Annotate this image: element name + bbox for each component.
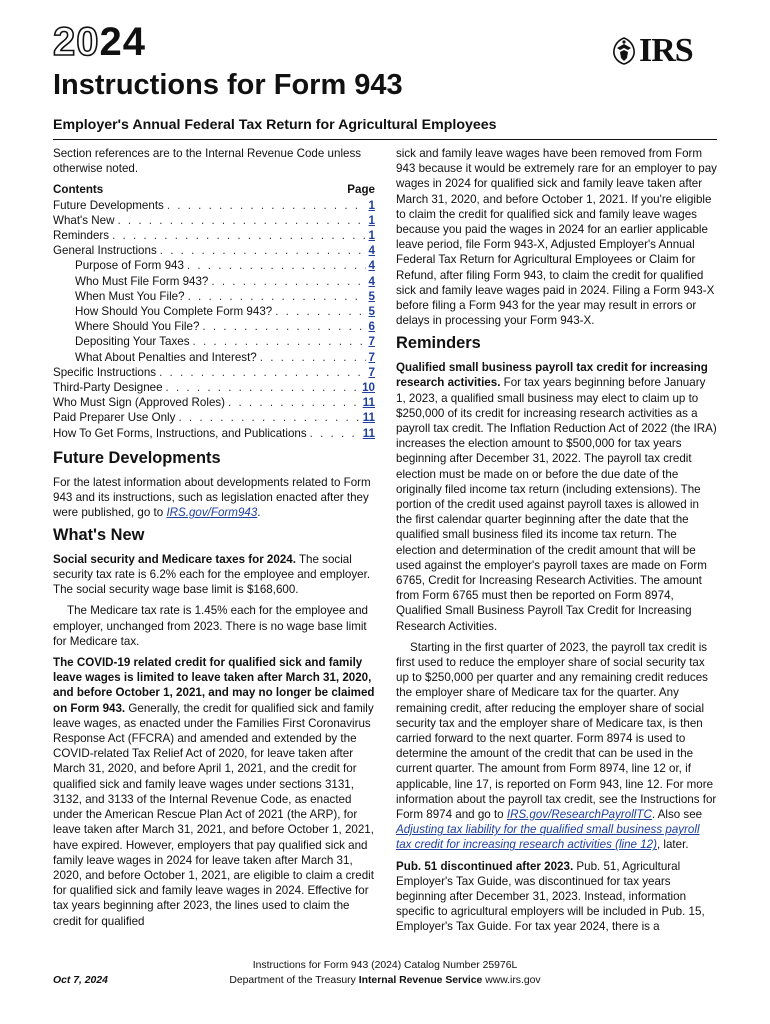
page-title: Instructions for Form 943	[53, 69, 403, 101]
toc-item-paid-preparer[interactable]: Paid Preparer Use Only . . . 11	[53, 410, 375, 425]
toc-item-who-must-file[interactable]: Who Must File Form 943? . . . 4	[53, 274, 375, 289]
left-column	[53, 146, 375, 935]
toc-item-when-file[interactable]: When Must You File? . . . 5	[53, 289, 375, 304]
future-developments-heading: Future Developments	[53, 448, 221, 467]
research-payroll-link[interactable]: IRS.gov/ResearchPayrollTC	[506, 808, 652, 822]
irs-logo	[611, 34, 693, 68]
toc-header	[53, 182, 375, 197]
eagle-icon	[611, 36, 637, 66]
form943-link[interactable]: IRS.gov/Form943	[166, 505, 258, 519]
footer-catalog: Instructions for Form 943 (2024) Catalog Number 25976L	[252, 960, 518, 971]
whats-new-p2: The Medicare tax rate is 1.45% each for the employee and employer, unchanged from 2023. There is no wage base limit for Medicare tax.	[53, 604, 368, 648]
toc-item-future-developments[interactable]: Future Developments . . . 1	[53, 198, 375, 213]
toc-item-penalties[interactable]: What About Penalties and Interest? . . . 7	[53, 350, 375, 365]
toc-item-where-file[interactable]: Where Should You File? . . . 6	[53, 319, 375, 334]
toc-item-depositing[interactable]: Depositing Your Taxes . . . 7	[53, 334, 375, 349]
toc-item-purpose[interactable]: Purpose of Form 943 . . . 4	[53, 258, 375, 273]
reminder-p3: Pub. 51 discontinued after 2023. Pub. 51, Agricultural Employer's Tax Guide, was discontinued for tax years beginning after December 31, 2023. Instead, information specific to agricultural employers will be included in Pub. 15, Employer's Tax Guide. For tax year 2024, there is a	[396, 859, 705, 934]
footer-agency: Department of the Treasury Internal Revenue Service www.irs.gov	[229, 975, 541, 986]
reminder-p2: Starting in the first quarter of 2023, the payroll tax credit is first used to reduce the employer share of social security tax up to $250,000 per quarter and any remaining credit reduces the employer share of Medicare tax for the quarter. Any remaining credit, after reducing the employer share of social security tax and the employer share of Medicare tax, is then carried forward to the next quarter. Form 8974 is used to determine the amount of the credit that can be used in the current quarter. The amount from Form 8974, line 12 or, if applicable, line 17, is reported on Form 943, line 12. For more information about the payroll tax credit, see the Instructions for Form 8974 and go to IRS.gov/ResearchPayrollTC. Also see Adjusting tax liability for the qualified small business payroll tax credit for increasing research activities (line 12), later.	[396, 640, 717, 852]
toc-item-third-party[interactable]: Third-Party Designee . . . 10	[53, 380, 375, 395]
subtitle-rule	[53, 139, 717, 140]
intro-text: Section references are to the Internal Revenue Code unless otherwise noted.	[53, 147, 362, 176]
toc-item-who-must-sign[interactable]: Who Must Sign (Approved Roles) . . . 11	[53, 395, 375, 410]
footer-date: Oct 7, 2024	[53, 975, 108, 986]
toc-item-whats-new[interactable]: What's New . . . 1	[53, 213, 375, 228]
whats-new-heading: What's New	[53, 526, 145, 545]
page-subtitle: Employer's Annual Federal Tax Return for Agricultural Employees	[53, 117, 497, 133]
toc-heading: Contents	[53, 183, 104, 197]
toc-item-specific-instructions[interactable]: Specific Instructions . . . 7	[53, 365, 375, 380]
adjusting-tax-liability-link[interactable]: Adjusting tax liability for the qualified small business payroll tax credit for increasing research activities (line 12)	[396, 823, 700, 852]
future-developments-text: For the latest information about developments related to Form 943 and its instructions, such as legislation enacted after they were published, go to IRS.gov/Form943.	[53, 475, 371, 519]
toc-item-reminders[interactable]: Reminders . . . 1	[53, 228, 375, 243]
whats-new-p1: Social security and Medicare taxes for 2024. The social security tax rate is 6.2% each for the employee and employer. The social security wage base limit is $168,600.	[53, 552, 371, 597]
year-bold: 24	[99, 20, 146, 64]
whats-new-p3: The COVID-19 related credit for qualified sick and family leave wages is limited to leave taken after March 31, 2020, and before October 1, 2021, and may no longer be claimed on Form 943. Generally, the credit for qualified sick and family leave wages, as enacted under the Families First Coronavirus Response Act (FFCRA) and amended and extended by the COVID-related Tax Relief Act of 2020, for leave taken after March 31, 2020, and before April 1, 2021, and the credit for qualified sick and family leave wages under sections 3131, 3132, and 3133 of the Internal Revenue Code, as enacted under the American Rescue Plan Act of 2021 (the ARP), for leave taken after March 31, 2021, and before October 1, 2021, have expired. However, employers that pay qualified sick and family leave wages in 2024 for leave taken after March 31, 2020, and before October 1, 2021, are eligible to claim a credit for qualified sick and family leave wages in 2024. Effective for tax years beginning after 2023, the lines used to claim the credit for qualified	[53, 656, 375, 928]
toc-item-how-complete[interactable]: How Should You Complete Form 943? . . . 5	[53, 304, 375, 319]
right-column	[396, 146, 718, 941]
table-of-contents	[53, 182, 375, 440]
toc-page-label: Page	[347, 183, 375, 197]
irs-wordmark: IRS	[639, 32, 693, 69]
reminder-p1: Qualified small business payroll tax credit for increasing research activities. For tax years beginning before January 1, 2023, a qualified small business may elect to claim up to $250,000 of its credit for increasing research activities as a payroll tax credit. The Inflation Reduction Act of 2022 (the IRA) increases the election amount to $500,000 for tax years beginning after December 31, 2022. The payroll tax credit election must be made on or before the due date of the originally filed income tax return (including extensions). The portion of the credit used against payroll taxes is allowed in the first calendar quarter beginning after the date that the qualified small business filed its income tax return. The election and determination of the credit amount that will be used against the employer's payroll taxes are made on Form 6765, Credit for Increasing Research Activities. The amount from Form 6765 must then be reported on Form 8974, Qualified Small Business Payroll Tax Credit for Increasing Research Activities.	[396, 361, 717, 633]
toc-item-general-instructions[interactable]: General Instructions . . . 4	[53, 243, 375, 258]
reminders-heading: Reminders	[396, 334, 481, 353]
toc-item-how-to-get[interactable]: How To Get Forms, Instructions, and Publications . . . 11	[53, 426, 375, 441]
edition-year	[53, 22, 146, 62]
year-outline: 20	[53, 20, 100, 64]
continued-paragraph: sick and family leave wages have been removed from Form 943 because it would be extremely rare for an employer to pay wages in 2024 for qualified sick and family leave taken after March 31, 2020, and before October 1, 2021. If you're eligible to claim the credit for qualified sick and family leave wages because you paid the wages in 2024 for an earlier applicable leave period, file Form 943-X, Adjusted Employer's Annual Federal Tax Return for Agricultural Employees or Claim for Refund, after filing Form 943, to claim the credit for qualified sick and family leave wages paid in 2024. Filing a Form 943-X before filing a Form 943 for the year may result in errors or delays in processing your Form 943-X.	[396, 147, 717, 328]
